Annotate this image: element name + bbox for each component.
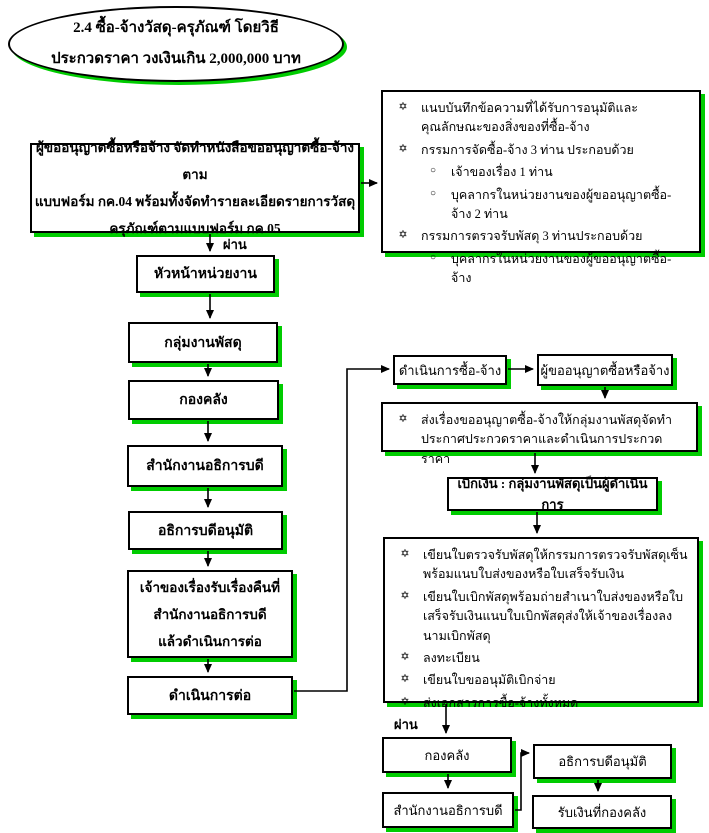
note-subitem	[389, 250, 691, 289]
note-text: เจ้าของเรื่อง 1 ท่าน	[451, 165, 553, 180]
note-item	[391, 671, 689, 690]
note-text: ส่งเรื่องขออนุญาตซื้อ-จ้างให้กลุ่มงานพัสดุจัดทำประกาศประกวดราคาและดำเนินการประกวดราคา	[421, 413, 672, 466]
withdraw-money-box: เบิกเงิน : กลุ่มงานพัสดุเป็นผู้ดำเนินการ	[447, 477, 658, 511]
note-text: เขียนใบเบิกพัสดุพร้อมถ่ายสำเนาใบส่งของหรือใบเสร็จรับเงินแนบใบเบิกพัสดุส่งให้เจ้าของเรื่องลงนามเบิกพัสดุ	[423, 589, 684, 643]
note-item	[391, 588, 689, 646]
requester-line-3: ครุภัณฑ์ตามแบบฟอร์ม กค.05	[109, 221, 281, 236]
star-bullet-icon: ✡	[398, 101, 408, 113]
star-bullet-icon: ✡	[400, 695, 410, 708]
requester-line-2: แบบฟอร์ม กค.04 พร้อมทั้งจัดทำรายละเอียดรายการวัสดุ	[34, 194, 356, 209]
procure-action-box: ดำเนินการซื้อ-จ้าง	[393, 355, 507, 385]
star-bullet-icon: ✡	[398, 413, 408, 425]
finance-division-box: กองคลัง	[128, 380, 279, 420]
note-text: บุคลากรในหน่วยงานของผู้ขออนุญาตซื้อ-จ้าง 2 ท่าน	[451, 187, 672, 221]
arrow-proceed-to-procure	[294, 369, 389, 691]
star-bullet-icon: ✡	[398, 142, 408, 155]
owner-line-3: แล้วดำเนินการต่อ	[158, 633, 262, 649]
note-subitem	[389, 186, 691, 225]
pass-label-bottom: ผ่าน	[394, 717, 418, 732]
supply-group-box: กลุ่มงานพัสดุ	[128, 322, 278, 363]
requester-line-1: ผู้ขออนุญาตซื้อหรือจ้าง จัดทำหนังสือขออนุญาตซื้อ-จ้างตาม	[35, 140, 354, 182]
president-approves-box: อธิการบดีอนุมัติ	[128, 511, 283, 550]
note-item	[389, 227, 691, 246]
circle-bullet-icon: ○	[429, 165, 437, 177]
arrow-office2-to-approve2	[515, 753, 529, 810]
title-line-1: 2.4 ซื้อ-จ้างวัสดุ-ครุภัณฑ์ โดยวิธี	[73, 19, 279, 36]
circle-bullet-icon: ○	[429, 187, 437, 199]
note-item	[389, 141, 691, 160]
president-office-box-2: สำนักงานอธิการบดี	[382, 792, 514, 828]
star-bullet-icon: ✡	[400, 673, 410, 686]
star-bullet-icon: ✡	[398, 229, 408, 242]
title-ellipse	[8, 6, 344, 82]
note-item	[389, 411, 688, 469]
owner-line-2: สำนักงานอธิการบดี	[153, 606, 267, 622]
note-text: ส่งเอกสารการซื้อ-จ้างทั้งหมด	[423, 695, 579, 710]
proceed-box: ดำเนินการต่อ	[127, 676, 293, 715]
president-office-box: สำนักงานอธิการบดี	[127, 445, 283, 487]
head-of-unit-box: หัวหน้าหน่วยงาน	[136, 255, 275, 293]
receive-money-box: รับเงินที่กองคลัง	[532, 795, 672, 829]
requester-box-2: ผู้ขออนุญาตซื้อหรือจ้าง	[537, 354, 673, 386]
circle-bullet-icon: ○	[429, 251, 437, 263]
note-subitem	[389, 163, 691, 182]
owner-receives-box	[127, 570, 293, 658]
note-item	[389, 99, 691, 138]
note-item	[391, 546, 689, 585]
note-item	[391, 649, 689, 668]
pass-label-top: ผ่าน	[223, 237, 247, 252]
title-line-2: ประกวดราคา วงเงินเกิน 2,000,000 บาท	[51, 51, 301, 67]
star-bullet-icon: ✡	[400, 650, 410, 663]
finance-division-box-2: กองคลัง	[382, 737, 512, 773]
announce-bid-box	[381, 402, 698, 466]
note-item	[391, 694, 689, 713]
star-bullet-icon: ✡	[400, 589, 410, 602]
star-bullet-icon: ✡	[400, 548, 410, 560]
note-text: ลงทะเบียน	[423, 650, 480, 665]
note-text: เขียนใบตรวจรับพัสดุให้กรรมการตรวจรับพัสดุเซ็นพร้อมแนบใบส่งของหรือใบเสร็จรับเงิน	[423, 548, 688, 582]
note-text: บุคลากรในหน่วยงานของผู้ขออนุญาตซื้อ-จ้าง	[451, 251, 672, 285]
note-text: กรรมการจัดซื้อ-จ้าง 3 ท่าน ประกอบด้วย	[421, 142, 634, 157]
president-approves-box-2: อธิการบดีอนุมัติ	[533, 744, 672, 779]
note-text: เขียนใบขออนุมัติเบิกจ่าย	[423, 673, 556, 688]
owner-line-1: เจ้าของเรื่องรับเรื่องคืนที่	[139, 579, 281, 595]
note-text: กรรมการตรวจรับพัสดุ 3 ท่านประกอบด้วย	[421, 229, 643, 244]
note-text: แนบบันทึกข้อความที่ได้รับการอนุมัติและคุณลักษณะของสิ่งของที่ซื้อ-จ้าง	[421, 101, 638, 135]
committee-notes-box	[381, 90, 701, 285]
document-notes-box	[383, 537, 699, 710]
requester-prepare-box	[30, 140, 360, 236]
